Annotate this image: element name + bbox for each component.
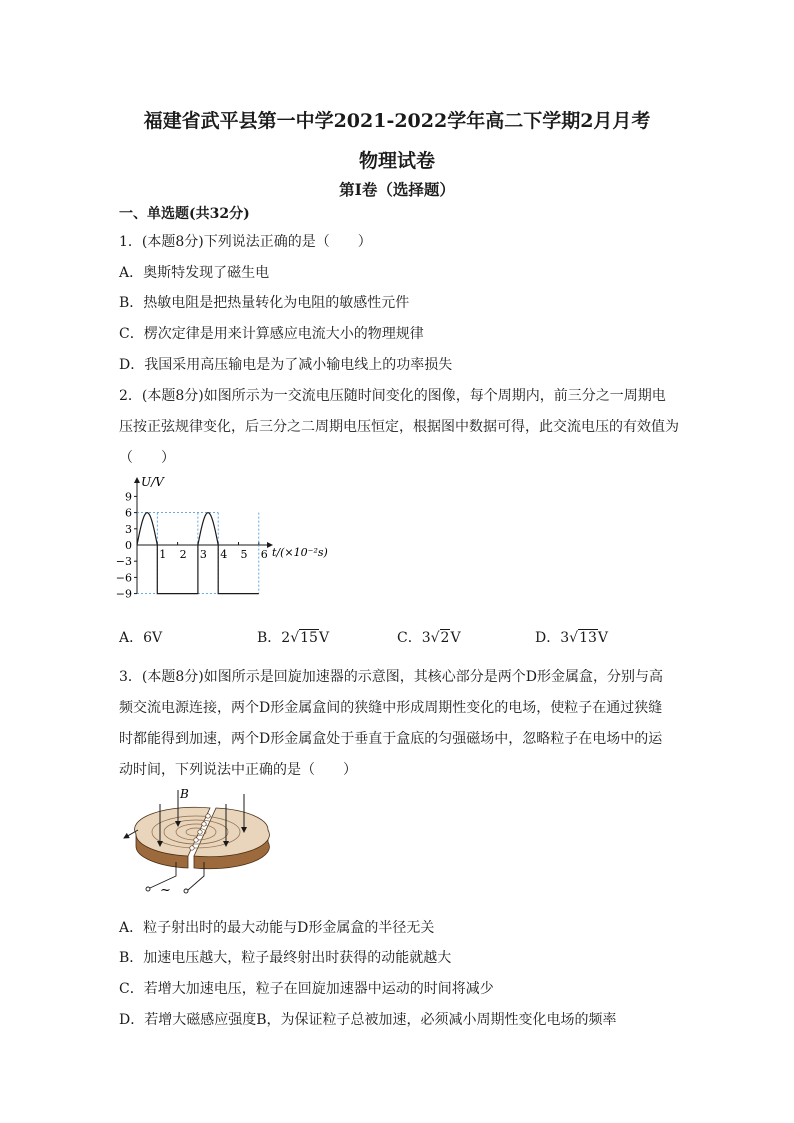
voltage-time-chart-svg: [112, 472, 352, 608]
q3-option-a: A．粒子射出时的最大动能与D形金属盒的半径无关: [119, 920, 435, 936]
y-tick-label: 9: [125, 490, 132, 504]
q3-stem-line3: 时都能得到加速，两个D形金属盒处于垂直于盒底的匀强磁场中，忽略粒子在电场中的运: [119, 731, 663, 747]
q3-option-b: B．加速电压越大，粒子最终射出时获得的动能就越大: [119, 950, 452, 966]
subject-title: 物理试卷: [358, 150, 435, 172]
y-tick-label: 3: [125, 522, 132, 536]
section-heading: 一、单选题(共32分): [119, 206, 250, 222]
sqrt-sign: √: [290, 630, 300, 646]
q1-option-c: C．楞次定律是用来计算感应电流大小的物理规律: [119, 326, 424, 342]
x-tick-label: 5: [240, 548, 248, 561]
q2-option-d-prefix: D．3: [535, 630, 570, 646]
y-tick-label: 0: [125, 539, 132, 552]
x-tick-label: 6: [260, 548, 268, 561]
q2-option-d-radicand: 13: [579, 630, 597, 646]
q2-option-b-prefix: B．2: [257, 630, 291, 646]
q3-option-d: D．若增大磁感应强度B，为保证粒子总被加速，必须减小周期性变化电场的频率: [119, 1012, 617, 1028]
q2-option-c: [397, 627, 461, 647]
chart-axes: [137, 475, 328, 594]
cyclotron-figure: [118, 786, 278, 898]
x-tick-label: 3: [199, 548, 207, 561]
exam-title: 福建省武平县第一中学2021-2022学年高二下学期2月月考: [143, 110, 651, 132]
voltage-time-graph: [112, 472, 352, 608]
q3-stem-line1: 3．(本题8分)如图所示是回旋加速器的示意图，其核心部分是两个D形金属盒，分别与高: [119, 669, 663, 685]
q2-option-d-unit: V: [597, 630, 609, 646]
q3-stem-line2: 频交流电源连接，两个D形金属盒间的狭缝中形成周期性变化的电场，使粒子在通过狭缝: [119, 700, 663, 716]
q2-option-a: A．6V: [119, 630, 163, 646]
b-field-label: B: [180, 787, 189, 801]
q2-option-d: [535, 627, 608, 647]
q1-option-a: A．奥斯特发现了磁生电: [119, 265, 270, 281]
q2-option-b: [257, 627, 329, 647]
sqrt-sign: √: [430, 630, 440, 646]
q1-stem: 1．(本题8分)下列说法正确的是（ ）: [119, 234, 372, 250]
q2-option-c-prefix: C．3: [397, 630, 431, 646]
q1-option-d: D．我国采用高压输电是为了减小输电线上的功率损失: [119, 357, 453, 373]
q2-option-b-radicand: 15: [300, 630, 318, 646]
x-tick-label: 4: [220, 548, 228, 561]
part-title: 第I卷（选择题）: [339, 180, 455, 199]
q1-option-b: B．热敏电阻是把热量转化为电阻的敏感性元件: [119, 295, 410, 311]
x-tick-label: 1: [159, 548, 167, 561]
q2-stem-line2: 压按正弦规律变化，后三分之二周期电压恒定，根据图中数据可得，此交流电压的有效值为: [119, 419, 679, 435]
q2-stem-line1: 2．(本题8分)如图所示为一交流电压随时间变化的图像，每个周期内，前三分之一周期电: [119, 388, 666, 404]
q2-option-c-unit: V: [450, 630, 461, 646]
sqrt-sign: √: [569, 630, 579, 646]
y-tick-label: −3: [115, 555, 132, 569]
x-axis-label: t/(×10⁻²s): [272, 546, 328, 559]
y-tick-label: −9: [115, 587, 132, 601]
q2-option-b-unit: V: [318, 630, 330, 646]
q2-option-c-radicand: 2: [440, 630, 450, 646]
q3-stem-line4: 动时间，下列说法中正确的是（ ）: [119, 762, 357, 778]
q2-stem-line3: （ ）: [119, 450, 175, 466]
y-tick-label: −6: [115, 571, 132, 585]
q3-option-c: C．若增大加速电压，粒子在回旋加速器中运动的时间将减少: [119, 981, 494, 997]
x-tick-label: 2: [179, 548, 187, 561]
y-axis-label: U/V: [141, 475, 164, 489]
ac-symbol: ~: [160, 883, 171, 898]
cyclotron-diagram: [118, 786, 278, 898]
y-tick-label: 6: [125, 506, 132, 520]
